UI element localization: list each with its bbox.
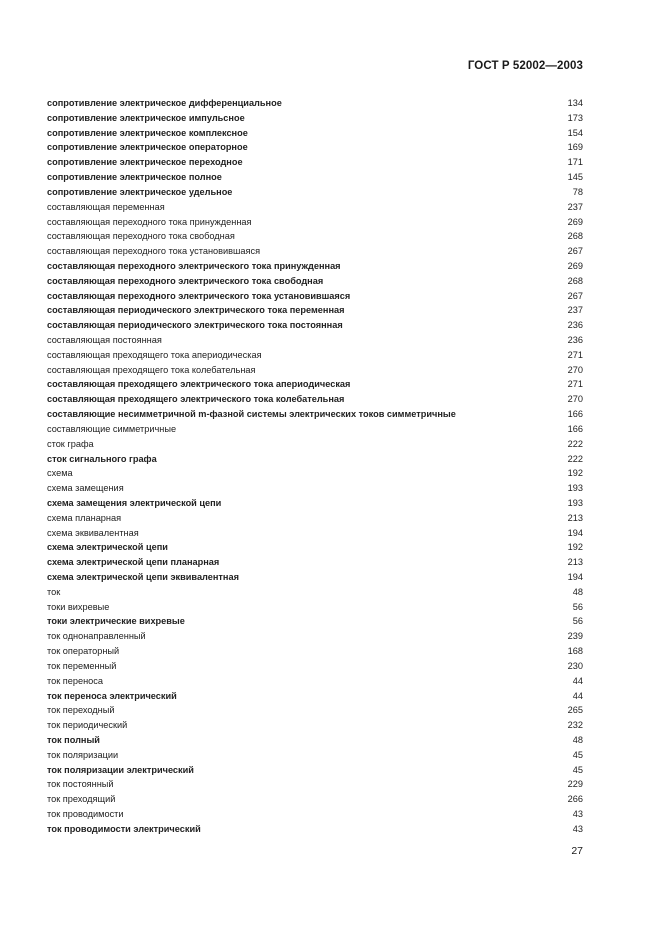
index-page-ref: 236 (567, 335, 583, 345)
index-page-ref: 43 (572, 823, 583, 834)
index-term: схема планарная (47, 512, 122, 523)
index-term: сопротивление электрическое дифференциальное (47, 98, 282, 108)
index-term: составляющая переменная (47, 201, 165, 212)
index-entry (47, 318, 583, 333)
index-page-ref: 270 (567, 364, 583, 375)
index-page-ref: 213 (567, 512, 583, 523)
index-entry (47, 718, 583, 733)
index-entry (47, 659, 583, 674)
index-term: схема электрической цепи планарная (47, 557, 220, 568)
index-term: токи электрические вихревые (47, 616, 185, 627)
index-entry (47, 792, 583, 807)
index-entry (47, 555, 583, 570)
index-entry (47, 363, 583, 378)
index-entry (47, 807, 583, 822)
index-term: составляющая преходящего электрического тока колебательная (47, 394, 345, 405)
index-term: сопротивление электрическое операторное (47, 142, 248, 153)
index-entry (47, 200, 583, 215)
index-entry (47, 733, 583, 748)
index-term: схема замещения электрической цепи (47, 497, 222, 508)
index-entry (47, 629, 583, 644)
index-page-ref: 229 (567, 779, 583, 790)
index-page-ref: 44 (572, 675, 583, 686)
index-page-ref: 237 (567, 201, 583, 212)
index-entry (47, 600, 583, 615)
index-page-ref: 232 (567, 720, 583, 731)
index-term: ток поляризации электрический (47, 764, 194, 775)
index-term: схема эквивалентная (47, 527, 139, 538)
page-number: 27 (571, 845, 583, 857)
index-page-ref: 168 (567, 646, 583, 657)
index-list (47, 96, 583, 837)
index-term: составляющая переходного тока принужденная (47, 216, 252, 227)
index-page-ref: 194 (567, 527, 583, 538)
index-entry (47, 111, 583, 126)
index-page-ref: 192 (567, 542, 583, 553)
index-entry (47, 822, 583, 837)
index-term: схема электрической цепи (47, 542, 168, 553)
index-entry (47, 229, 583, 244)
index-page-ref: 237 (567, 305, 583, 316)
index-entry (47, 140, 583, 155)
index-entry (47, 244, 583, 259)
index-term: составляющая преходящего тока колебательная (47, 364, 256, 375)
index-term: сопротивление электрическое импульсное (47, 112, 245, 123)
index-term: ток переноса (47, 675, 103, 686)
index-page-ref: 239 (567, 631, 583, 642)
index-term: составляющие симметричные (47, 423, 177, 434)
index-entry (47, 170, 583, 185)
index-term: сток сигнального графа (47, 453, 157, 464)
index-entry (47, 348, 583, 363)
index-page-ref: 269 (567, 260, 583, 271)
index-page-ref: 134 (567, 98, 583, 108)
index-entry (47, 526, 583, 541)
index-term: составляющая периодического электрического тока переменная (47, 305, 345, 316)
index-term: составляющая преходящего тока апериодическая (47, 349, 262, 360)
index-entry (47, 777, 583, 792)
index-entry (47, 481, 583, 496)
index-entry (47, 585, 583, 600)
index-page-ref: 271 (567, 379, 583, 390)
index-entry (47, 377, 583, 392)
index-page-ref: 267 (567, 290, 583, 301)
index-entry (47, 674, 583, 689)
index-entry (47, 570, 583, 585)
index-page-ref: 266 (567, 794, 583, 805)
index-term: ток переходный (47, 705, 115, 716)
index-page-ref: 56 (572, 601, 583, 612)
index-entry (47, 748, 583, 763)
index-entry (47, 126, 583, 141)
index-page-ref: 268 (567, 231, 583, 242)
index-term: ток проводимости (47, 809, 124, 819)
index-term: схема (47, 468, 73, 479)
index-term: ток переменный (47, 660, 117, 671)
index-page-ref: 268 (567, 275, 583, 286)
index-page-ref: 269 (567, 216, 583, 227)
index-entry (47, 511, 583, 526)
index-page-ref: 154 (567, 127, 583, 138)
index-term: ток проводимости электрический (47, 823, 201, 834)
index-term: ток (47, 586, 61, 597)
index-page-ref: 43 (572, 809, 583, 819)
index-term: ток операторный (47, 646, 120, 657)
index-page-ref: 213 (567, 557, 583, 568)
index-entry (47, 452, 583, 467)
index-term: сопротивление электрическое полное (47, 172, 222, 183)
index-page-ref: 48 (572, 734, 583, 745)
index-page-ref: 145 (567, 172, 583, 183)
index-term: схема замещения (47, 483, 124, 494)
index-term: ток полный (47, 734, 100, 745)
index-term: ток поляризации (47, 749, 119, 760)
index-page-ref: 222 (567, 453, 583, 464)
index-page-ref: 56 (572, 616, 583, 627)
index-entry (47, 496, 583, 511)
index-term: составляющая переходного электрического тока свободная (47, 275, 324, 286)
index-entry (47, 422, 583, 437)
index-page-ref: 193 (567, 483, 583, 494)
index-entry (47, 289, 583, 304)
index-page-ref: 267 (567, 246, 583, 257)
index-page-ref: 271 (567, 349, 583, 360)
index-page-ref: 265 (567, 705, 583, 716)
index-entry (47, 215, 583, 230)
index-page-ref: 230 (567, 660, 583, 671)
index-entry (47, 259, 583, 274)
index-term: схема электрической цепи эквивалентная (47, 572, 239, 582)
index-term: токи вихревые (47, 601, 110, 612)
index-term: составляющая переходного тока установившаяся (47, 246, 261, 257)
index-entry (47, 185, 583, 200)
index-entry (47, 437, 583, 452)
index-entry (47, 703, 583, 718)
index-page-ref: 270 (567, 394, 583, 405)
index-page-ref: 192 (567, 468, 583, 479)
index-page-ref: 222 (567, 438, 583, 449)
index-page-ref: 48 (572, 586, 583, 597)
index-page-ref: 45 (572, 764, 583, 775)
index-term: ток периодический (47, 720, 128, 731)
document-header: ГОСТ Р 52002—2003 (467, 60, 583, 72)
index-term: составляющая преходящего электрического тока апериодическая (47, 379, 351, 390)
index-page-ref: 169 (567, 142, 583, 153)
index-page-ref: 166 (567, 409, 583, 420)
index-term: сопротивление электрическое переходное (47, 157, 243, 168)
index-page-ref: 173 (567, 112, 583, 123)
index-term: составляющая периодического электрического тока постоянная (47, 320, 343, 331)
index-term: составляющая переходного тока свободная (47, 231, 235, 242)
index-term: сопротивление электрическое удельное (47, 186, 233, 197)
index-entry (47, 614, 583, 629)
index-entry (47, 644, 583, 659)
index-page-ref: 194 (567, 572, 583, 582)
index-entry (47, 540, 583, 555)
index-term: составляющие несимметричной m-фазной системы электрических токов симметричные (47, 409, 456, 420)
index-page-ref: 45 (572, 749, 583, 760)
index-term: ток преходящий (47, 794, 116, 805)
index-page-ref: 166 (567, 423, 583, 434)
index-page-ref: 44 (572, 690, 583, 701)
index-term: сопротивление электрическое комплексное (47, 127, 248, 138)
index-entry (47, 155, 583, 170)
index-entry (47, 466, 583, 481)
index-entry (47, 96, 583, 111)
index-term: сток графа (47, 438, 94, 449)
index-entry (47, 763, 583, 778)
index-page-ref: 236 (567, 320, 583, 331)
index-page-ref: 171 (567, 157, 583, 168)
index-entry (47, 333, 583, 348)
index-entry (47, 274, 583, 289)
index-page-ref: 193 (567, 497, 583, 508)
index-term: составляющая переходного электрического тока принужденная (47, 260, 341, 271)
index-term: ток однонаправленный (47, 631, 146, 642)
index-entry (47, 689, 583, 704)
index-entry (47, 392, 583, 407)
index-term: составляющая постоянная (47, 335, 162, 345)
index-term: ток переноса электрический (47, 690, 177, 701)
index-entry (47, 407, 583, 422)
index-term: составляющая переходного электрического тока установившаяся (47, 290, 351, 301)
index-term: ток постоянный (47, 779, 114, 790)
index-entry (47, 303, 583, 318)
index-page-ref: 78 (572, 186, 583, 197)
